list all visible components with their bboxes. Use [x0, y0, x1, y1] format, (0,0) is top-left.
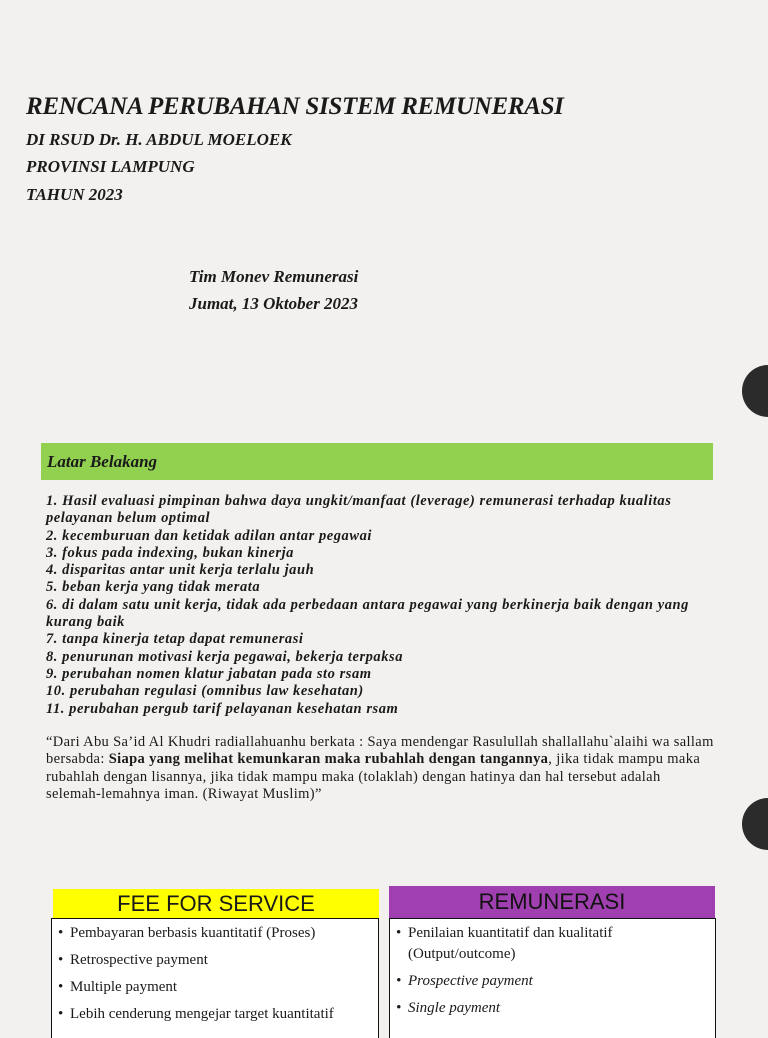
list-item: 5. beban kerja yang tidak merata: [46, 579, 261, 596]
list-item: 9. perubahan nomen klatur jabatan pada sto rsam: [46, 665, 372, 682]
list-item: • Retrospective payment: [58, 950, 378, 971]
remunerasi-header: REMUNERASI: [389, 886, 715, 918]
year-label: TAHUN 2023: [26, 185, 123, 204]
quote-text-start: “Dari Abu Sa’id Al Khudri radiallahuanhu berkata : Saya mendengar Rasulullah shallallahu`alaihi wa sallam bersabda:: [46, 734, 714, 768]
team-name: Tim Monev Remunerasi: [189, 267, 359, 286]
list-item: 2. kecemburuan dan ketidak adilan antar pegawai: [46, 527, 372, 544]
list-item: 4. disparitas antar unit kerja terlalu jauh: [46, 562, 315, 579]
list-item: • Prospective payment: [396, 971, 715, 992]
fee-for-service-list: [52, 919, 378, 1025]
page-marker-circle: [742, 365, 768, 417]
hadith-quote: [46, 734, 716, 804]
document-title: RENCANA PERUBAHAN SISTEM REMUNERASI: [26, 93, 564, 120]
list-item: 8. penurunan motivasi kerja pegawai, bekerja terpaksa: [46, 648, 404, 665]
background-points-list: [46, 493, 716, 718]
section-heading-bar: [41, 443, 713, 480]
list-item: • Lebih cenderung mengejar target kuantitatif: [58, 1004, 378, 1025]
quote-text-end: , jika tidak mampu maka rubahlah dengan lisannya, jika tidak mampu maka (tolaklah) dengan hatinya dan hal tersebut adalah selemah-lemahnya iman. (Riwayat Muslim)”: [46, 751, 701, 803]
list-item: • Single payment: [396, 998, 715, 1019]
quote-emphasis: Siapa yang melihat kemunkaran maka rubahlah dengan tangannya: [108, 751, 549, 768]
fee-for-service-box: [51, 918, 379, 1038]
presentation-date: Jumat, 13 Oktober 2023: [189, 294, 359, 313]
list-item: • Pembayaran berbasis kuantitatif (Proses): [58, 923, 378, 944]
list-item: 6. di dalam satu unit kerja, tidak ada perbedaan antara pegawai yang berkinerja baik dengan yang kurang baik: [46, 596, 689, 631]
list-item: 10. perubahan regulasi (omnibus law kesehatan): [46, 683, 364, 700]
remunerasi-list: [390, 919, 715, 1019]
page-marker-circle: [742, 798, 768, 850]
province-name: PROVINSI LAMPUNG: [26, 157, 195, 176]
hospital-name: DI RSUD Dr. H. ABDUL MOELOEK: [26, 130, 292, 149]
list-item: 11. perubahan pergub tarif pelayanan kesehatan rsam: [46, 700, 399, 717]
list-item: • Penilaian kuantitatif dan kualitatif (Output/outcome): [396, 923, 715, 965]
list-item: 1. Hasil evaluasi pimpinan bahwa daya ungkit/manfaat (leverage) remunerasi terhadap kualitas pelayanan belum optimal: [46, 493, 672, 527]
section-heading: Latar Belakang: [47, 451, 158, 471]
list-item: • Multiple payment: [58, 977, 378, 998]
list-item: 7. tanpa kinerja tetap dapat remunerasi: [46, 631, 304, 648]
remunerasi-box: [389, 918, 716, 1038]
fee-for-service-header: FEE FOR SERVICE: [53, 889, 379, 918]
list-item: 3. fokus pada indexing, bukan kinerja: [46, 544, 294, 561]
